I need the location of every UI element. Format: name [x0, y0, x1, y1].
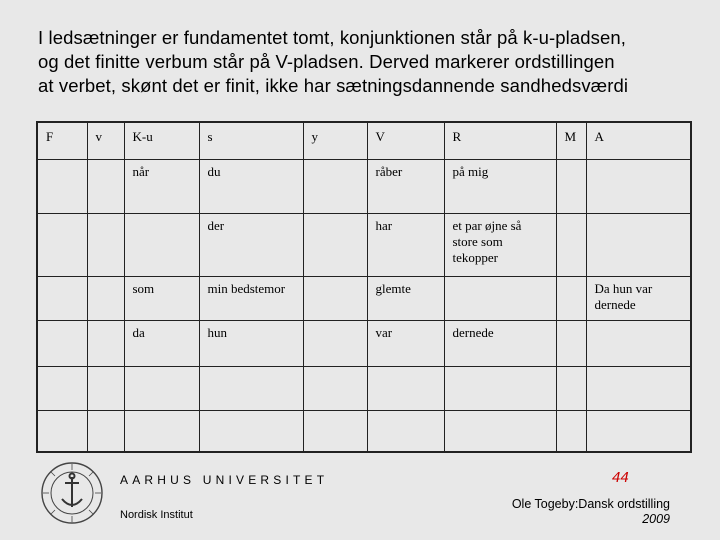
university-name: AARHUS UNIVERSITET: [120, 473, 329, 487]
table-cell: [303, 410, 367, 452]
slide-title: [38, 26, 698, 98]
column-header: A: [586, 122, 691, 160]
table-row: [37, 277, 691, 321]
table-cell: [87, 366, 124, 410]
table-cell: [303, 277, 367, 321]
table-cell: [586, 366, 691, 410]
table-cell: [199, 410, 303, 452]
table-cell: råber: [367, 160, 444, 214]
table-cell: [556, 214, 586, 277]
column-header: M: [556, 122, 586, 160]
table-cell: [303, 214, 367, 277]
institute-name: Nordisk Institut: [120, 509, 193, 521]
table-cell: du: [199, 160, 303, 214]
table-row: [37, 410, 691, 452]
table-row: [37, 320, 691, 366]
table-cell: [586, 214, 691, 277]
table-cell: [303, 160, 367, 214]
column-header: V: [367, 122, 444, 160]
table-cell: [444, 410, 556, 452]
credit: [512, 497, 670, 527]
table-header-row: [37, 122, 691, 160]
table-row: [37, 160, 691, 214]
table-row: [37, 366, 691, 410]
table-cell: [124, 366, 199, 410]
table-cell: [199, 366, 303, 410]
table-cell: [586, 410, 691, 452]
credit-year: 2009: [642, 512, 670, 526]
table-cell: [556, 366, 586, 410]
table-cell: [87, 277, 124, 321]
table-cell: [556, 277, 586, 321]
table-cell: et par øjne så store som tekopper: [444, 214, 556, 277]
column-header: K-u: [124, 122, 199, 160]
table-cell: [367, 366, 444, 410]
table-cell: [87, 160, 124, 214]
table-cell: når: [124, 160, 199, 214]
aarhus-university-seal-icon: [40, 461, 104, 525]
table-row: [37, 214, 691, 277]
table-cell: [87, 410, 124, 452]
table-cell: [556, 410, 586, 452]
table-cell: [87, 320, 124, 366]
table-cell: [124, 214, 199, 277]
table-cell: [556, 160, 586, 214]
table-cell: hun: [199, 320, 303, 366]
table-cell: [367, 410, 444, 452]
title-line-1: I ledsætninger er fundamentet tomt, konjunktionen står på k-u-pladsen,: [38, 27, 627, 48]
table-cell: har: [367, 214, 444, 277]
table-cell: [37, 366, 87, 410]
table-cell: [37, 160, 87, 214]
title-line-2: og det finitte verbum står på V-pladsen. Derved markerer ordstillingen: [38, 51, 615, 72]
column-header: F: [37, 122, 87, 160]
column-header: y: [303, 122, 367, 160]
table-cell: [556, 320, 586, 366]
table-cell: [37, 320, 87, 366]
page-number: 44: [612, 469, 629, 486]
table-cell: [444, 277, 556, 321]
table-cell: glemte: [367, 277, 444, 321]
table-cell: [37, 410, 87, 452]
table-cell: [37, 214, 87, 277]
table-cell: [586, 160, 691, 214]
table-cell: [124, 410, 199, 452]
table-cell: min bedstemor: [199, 277, 303, 321]
table-cell: [586, 320, 691, 366]
table-cell: der: [199, 214, 303, 277]
table-cell: [444, 366, 556, 410]
column-header: s: [199, 122, 303, 160]
table-cell: dernede: [444, 320, 556, 366]
table-cell: var: [367, 320, 444, 366]
title-line-3: at verbet, skønt det er finit, ikke har sætningsdannende sandhedsværdi: [38, 75, 629, 96]
table-cell: [303, 366, 367, 410]
credit-author-title: Ole Togeby:Dansk ordstilling: [511, 497, 670, 511]
table-cell: Da hun var dernede: [586, 277, 691, 321]
table-cell: [37, 277, 87, 321]
table-cell: da: [124, 320, 199, 366]
word-order-table: [36, 121, 692, 453]
column-header: v: [87, 122, 124, 160]
table-cell: som: [124, 277, 199, 321]
table-cell: [87, 214, 124, 277]
table-cell: [303, 320, 367, 366]
column-header: R: [444, 122, 556, 160]
table-cell: på mig: [444, 160, 556, 214]
